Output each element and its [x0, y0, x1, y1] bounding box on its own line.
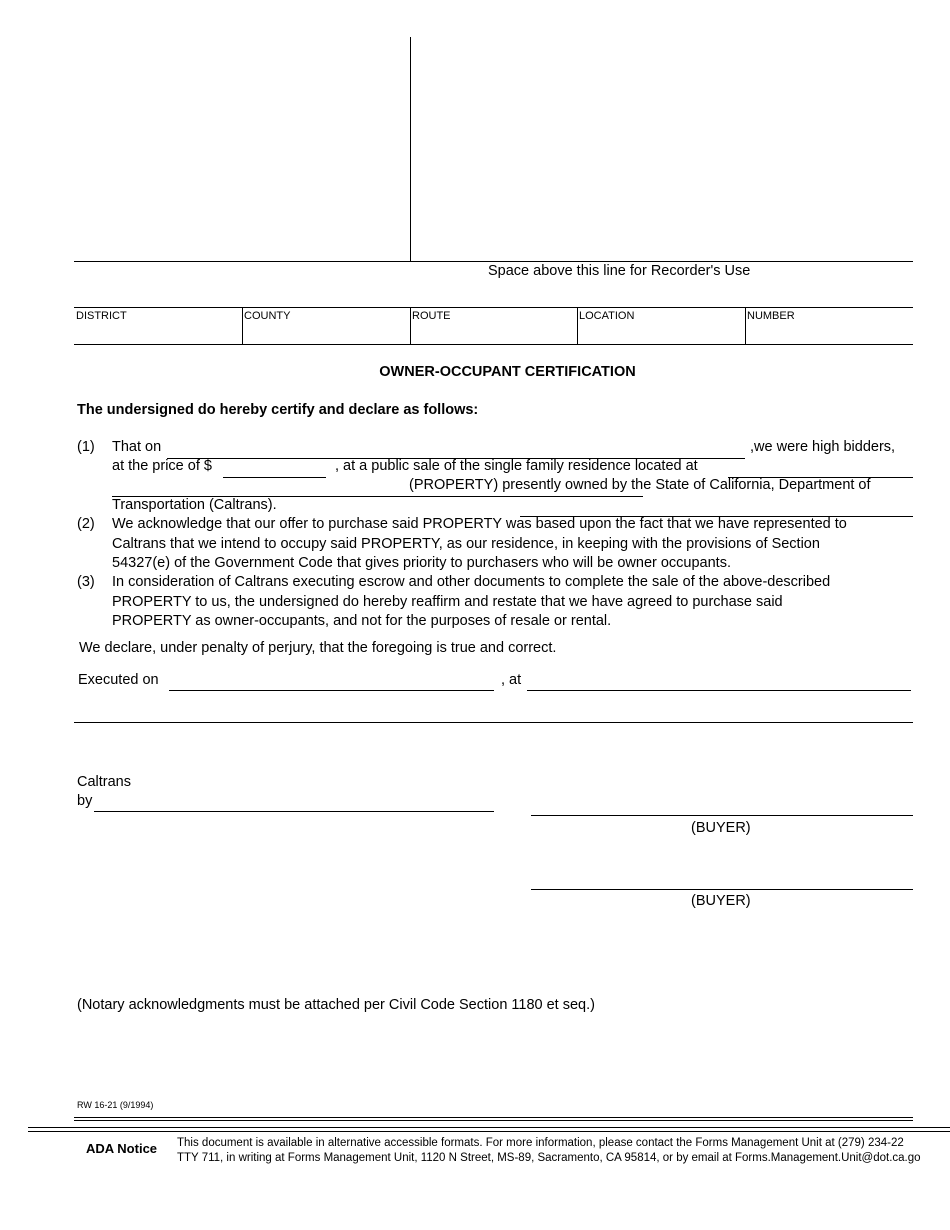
- recorder-divider: [410, 37, 411, 261]
- number-field[interactable]: [746, 322, 912, 343]
- price-field[interactable]: [223, 477, 326, 478]
- clause-1-text-e: (PROPERTY) presently owned by the State of California, Department of: [409, 477, 871, 493]
- clause-1-text-a: That on: [112, 439, 162, 455]
- clause-1-number: (1): [77, 439, 95, 455]
- notary-notice: (Notary acknowledgments must be attached per Civil Code Section 1180 et seq.): [77, 997, 595, 1013]
- caltrans-signature-field[interactable]: [94, 811, 494, 812]
- clause-1-text-c: at the price of $: [112, 458, 212, 474]
- caltrans-by-label: by: [77, 793, 93, 809]
- footer-line: [28, 1127, 950, 1128]
- clause-3-line-3: PROPERTY as owner-occupants, and not for the purposes of resale or rental.: [112, 613, 612, 629]
- county-field[interactable]: [243, 322, 409, 343]
- caltrans-label: Caltrans: [77, 774, 131, 790]
- clause-2-line-3: 54327(e) of the Government Code that gives priority to purchasers who will be owner occupants.: [112, 555, 731, 571]
- clause-1-text-b: ,we were high bidders,: [750, 439, 896, 455]
- buyer-2-signature-field[interactable]: [531, 889, 913, 890]
- clause-3-line-1: In consideration of Caltrans executing escrow and other documents to complete the sale of the above-described: [112, 574, 831, 590]
- recorder-line: [74, 261, 913, 262]
- clause-2-number: (2): [77, 516, 95, 532]
- executed-place-field[interactable]: [527, 690, 911, 691]
- ada-notice-line-1: This document is available in alternative accessible formats. For more information, please contact the Forms Management Unit at (279) 234-22: [177, 1137, 904, 1149]
- district-field[interactable]: [75, 322, 241, 343]
- route-field[interactable]: [411, 322, 576, 343]
- clause-3-number: (3): [77, 574, 95, 590]
- clause-3-line-2: PROPERTY to us, the undersigned do hereby reaffirm and restate that we have agreed to purchase said: [112, 594, 783, 610]
- footer-line: [74, 1120, 913, 1121]
- perjury-declaration: We declare, under penalty of perjury, that the foregoing is true and correct.: [79, 640, 557, 656]
- ada-notice-line-2: TTY 711, in writing at Forms Management Unit, 1120 N Street, MS-89, Sacramento, CA 95814, or by email at Forms.Management.Unit@dot.ca.go: [177, 1152, 921, 1164]
- executed-on-label: Executed on: [78, 672, 159, 688]
- district-label: DISTRICT: [76, 310, 127, 322]
- clause-1-text-d: , at a public sale of the single family residence located at: [335, 458, 698, 474]
- county-label: COUNTY: [244, 310, 291, 322]
- intro-statement: The undersigned do hereby certify and declare as follows:: [77, 402, 479, 418]
- ids-table-bottom-border: [74, 344, 913, 345]
- footer-line: [28, 1131, 950, 1132]
- route-label: ROUTE: [412, 310, 451, 322]
- buyer-1-label: (BUYER): [691, 820, 751, 836]
- buyer-2-label: (BUYER): [691, 893, 751, 909]
- location-label: LOCATION: [579, 310, 635, 322]
- ada-notice-label: ADA Notice: [86, 1141, 158, 1156]
- buyer-1-signature-field[interactable]: [531, 815, 913, 816]
- clause-1-text-f: Transportation (Caltrans).: [112, 497, 277, 513]
- executed-date-field[interactable]: [169, 690, 494, 691]
- number-label: NUMBER: [747, 310, 795, 322]
- location-field[interactable]: [578, 322, 744, 343]
- recorder-note: Space above this line for Recorder's Use: [488, 263, 751, 279]
- form-id: RW 16-21 (9/1994): [77, 1100, 154, 1110]
- form-title: OWNER-OCCUPANT CERTIFICATION: [379, 364, 636, 380]
- clause-2-line-1: We acknowledge that our offer to purchase said PROPERTY was based upon the fact that we have represented to: [112, 516, 847, 532]
- section-divider: [74, 722, 913, 723]
- clause-2-line-2: Caltrans that we intend to occupy said PROPERTY, as our residence, in keeping with the provisions of Section: [112, 536, 820, 552]
- footer-line: [74, 1117, 913, 1118]
- executed-at-label: , at: [501, 672, 522, 688]
